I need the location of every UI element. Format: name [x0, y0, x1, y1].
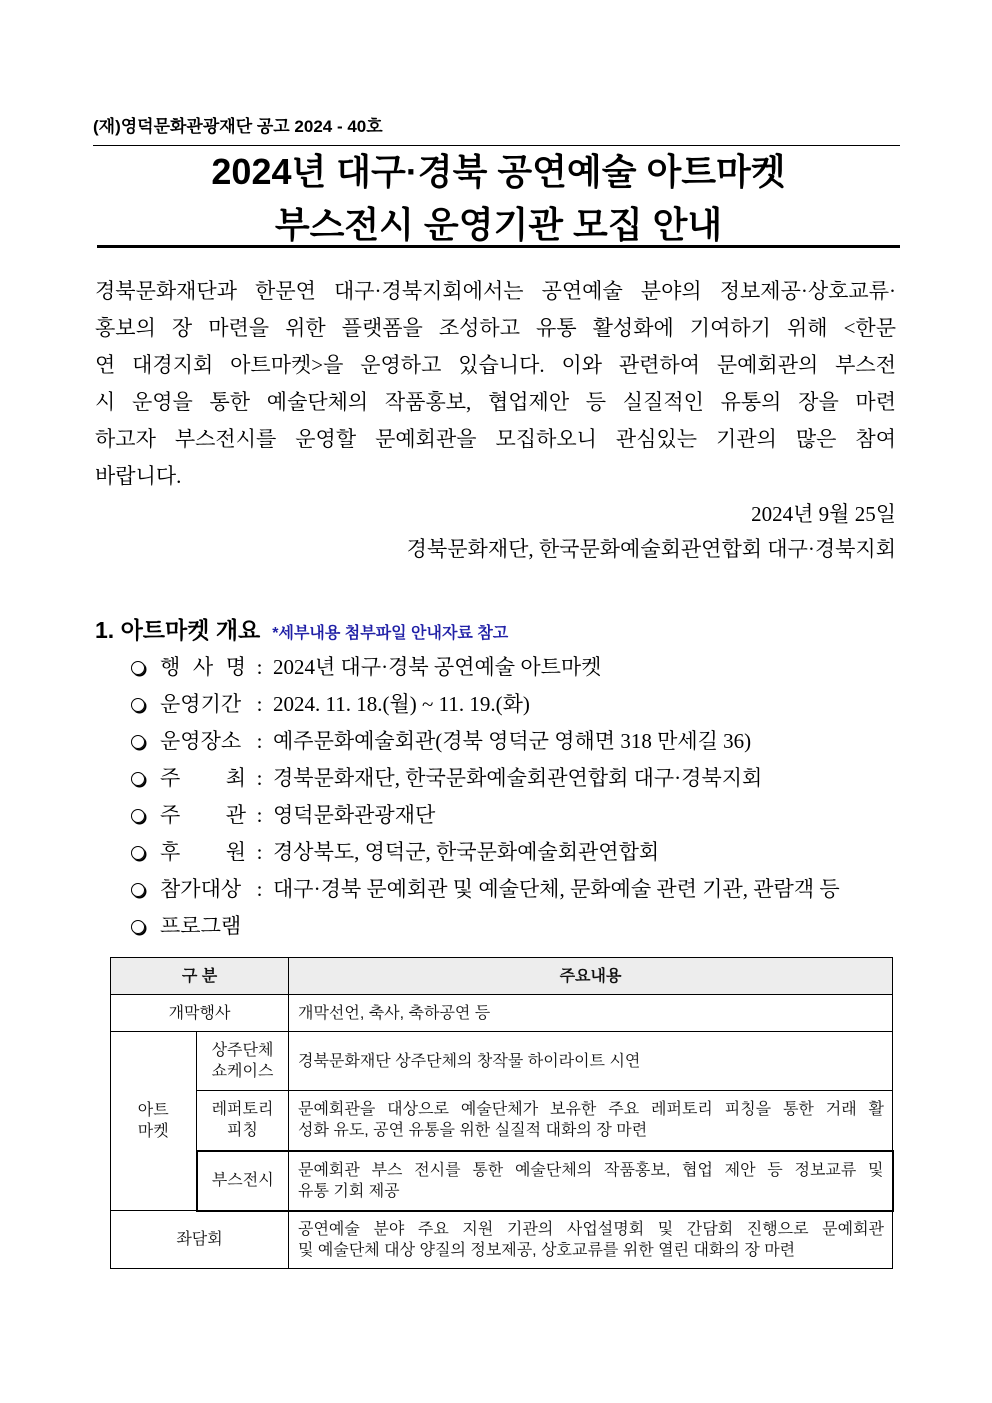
item-label: 운영기간 [160, 692, 242, 716]
list-item [130, 834, 890, 871]
table-header-content: 주요내용 [289, 958, 893, 995]
table-row [111, 1151, 893, 1211]
table-row [111, 1091, 893, 1151]
header-divider [93, 145, 900, 146]
row-label-opening: 개막행사 [111, 995, 289, 1032]
bullet-circle-icon [131, 809, 145, 823]
intro-line: 연 대경지회 아트마켓>을 운영하고 있습니다. 이와 관련하여 문예회관의 부스전 [95, 353, 896, 377]
row-content-opening [289, 995, 893, 1032]
list-item [130, 908, 890, 945]
overview-list [130, 649, 890, 945]
list-item [130, 760, 890, 797]
content-line: 개막선언, 축사, 축하공연 등 [298, 1004, 491, 1022]
content-line: 및 예술단체 대상 양질의 정보제공, 상호교류를 위한 열린 대화의 장 마련 [298, 1241, 796, 1259]
item-separator: : [256, 803, 263, 827]
content-line: 문예회관 부스 전시를 통한 예술단체의 작품홍보, 협업 제안 등 정보교류 및 [298, 1161, 884, 1179]
item-value: 영덕문화관광재단 [273, 803, 436, 827]
item-value: 대구·경북 문예회관 및 예술단체, 문화예술 관련 기관, 관람객 등 [273, 877, 840, 901]
intro-line: 경북문화재단과 한문연 대구·경북지회에서는 공연예술 분야의 정보제공·상호교류· [95, 279, 896, 303]
item-label: 주 최 [160, 766, 246, 790]
intro-paragraph [95, 273, 896, 495]
bullet-circle-icon [131, 698, 145, 712]
table-row [111, 995, 893, 1032]
intro-line: 시 운영을 통한 예술단체의 작품홍보, 협업제안 등 실질적인 유통의 장을 마련 [95, 390, 896, 414]
intro-line: 홍보의 장 마련을 위한 플랫폼을 조성하고 유통 활성화에 기여하기 위해 <한문 [95, 316, 896, 340]
bullet-circle-icon [131, 661, 145, 675]
item-value: 2024년 대구·경북 공연예술 아트마켓 [273, 655, 602, 679]
notice-number: (재)영덕문화관광재단 공고 2024 - 40호 [93, 117, 383, 136]
row-label-forum: 좌담회 [111, 1211, 289, 1269]
item-separator: : [256, 655, 263, 679]
item-separator: : [256, 840, 263, 864]
section-heading [95, 616, 508, 648]
row-label-art-market [111, 1032, 197, 1211]
item-label: 프로그램 [160, 914, 242, 938]
item-label: 주 관 [160, 803, 246, 827]
item-value: 예주문화예술회관(경북 영덕군 영해면 318 만세길 36) [273, 729, 752, 753]
bullet-circle-icon [131, 846, 145, 860]
label-line: 상주단체 [211, 1042, 274, 1059]
list-item [130, 797, 890, 834]
content-line: 경북문화재단 상주단체의 창작물 하이라이트 시연 [298, 1052, 641, 1070]
row-content-showcase [289, 1032, 893, 1091]
table-row [111, 1211, 893, 1269]
content-line: 유통 기회 제공 [298, 1182, 400, 1200]
row-content-repertory-pitching [289, 1091, 893, 1151]
bullet-circle-icon [131, 735, 145, 749]
content-line: 문예회관을 대상으로 예술단체가 보유한 주요 레퍼토리 피칭을 통한 거래 활 [298, 1101, 885, 1119]
label-line: 마켓 [137, 1123, 169, 1140]
list-item [130, 686, 890, 723]
label-line: 레퍼토리 [211, 1101, 274, 1119]
table-header-row [111, 958, 893, 995]
bullet-circle-icon [131, 772, 145, 786]
item-separator: : [256, 766, 263, 790]
bullet-circle-icon [131, 883, 145, 897]
item-label: 운영장소 [160, 729, 242, 753]
title-divider [97, 245, 900, 248]
item-value: 2024. 11. 18.(월) ~ 11. 19.(화) [273, 692, 530, 716]
intro-line: 하고자 부스전시를 운영할 문예회관을 모집하오니 관심있는 기관의 많은 참여 [95, 427, 896, 451]
content-line: 성화 유도, 공연 유통을 위한 실질적 대화의 장 마련 [298, 1122, 648, 1140]
item-separator: : [256, 729, 263, 753]
item-value: 경북문화재단, 한국문화예술회관연합회 대구·경북지회 [273, 766, 763, 790]
program-table [110, 957, 894, 1269]
row-label-booth-exhibition [197, 1151, 289, 1211]
list-item [130, 649, 890, 686]
row-label-repertory-pitching [197, 1091, 289, 1151]
item-separator: : [256, 877, 263, 901]
table-header-category: 구 분 [111, 958, 289, 995]
label-line: 아트 [137, 1102, 169, 1119]
row-label-showcase [197, 1032, 289, 1091]
label-line: 쇼케이스 [211, 1063, 274, 1080]
bullet-circle-icon [131, 920, 145, 934]
row-content-forum [289, 1211, 893, 1269]
notice-date: 2024년 9월 25일 [751, 502, 896, 526]
section-title: 1. 아트마켓 개요 [95, 617, 261, 643]
item-label: 참가대상 [160, 877, 242, 901]
content-line: 공연예술 분야 주요 지원 기관의 사업설명회 및 간담회 진행으로 문예회관 [298, 1220, 885, 1238]
intro-line: 바랍니다. [95, 464, 182, 488]
item-label: 후 원 [160, 840, 246, 864]
issuing-organizations: 경북문화재단, 한국문화예술회관연합회 대구·경북지회 [406, 537, 896, 561]
item-value: 경상북도, 영덕군, 한국문화예술회관연합회 [273, 840, 660, 864]
table-row [111, 1032, 893, 1091]
list-item [130, 871, 890, 908]
row-content-booth-exhibition [289, 1151, 893, 1211]
label-line: 피칭 [227, 1122, 258, 1140]
label-line: 부스전시 [211, 1172, 274, 1189]
list-item [130, 723, 890, 760]
section-note: *세부내용 첨부파일 안내자료 참고 [272, 625, 509, 642]
item-label: 행 사 명 [160, 655, 246, 679]
title-line-2: 부스전시 운영기관 모집 안내 [274, 204, 723, 245]
item-separator: : [256, 692, 263, 716]
title-line-1: 2024년 대구·경북 공연예술 아트마켓 [211, 151, 786, 192]
